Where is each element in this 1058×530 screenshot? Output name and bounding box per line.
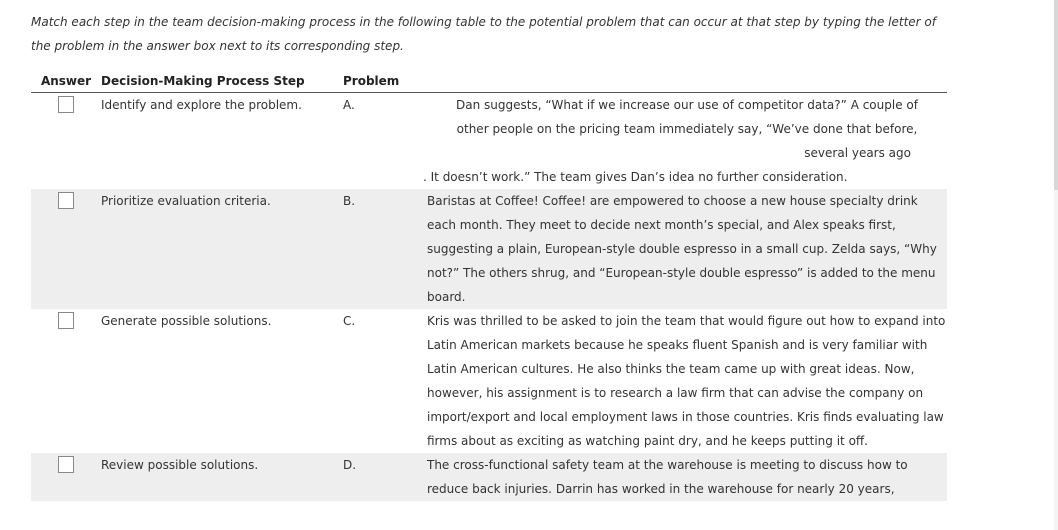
answer-box-1[interactable]: [58, 96, 74, 113]
vertical-scrollbar[interactable]: [1054, 0, 1058, 530]
step-text: Review possible solutions.: [101, 453, 343, 501]
problem-line: several years ago: [804, 146, 911, 160]
header-answer: Answer: [31, 70, 101, 93]
problem-text: [423, 93, 947, 190]
table-row: [31, 189, 947, 309]
instructions: Match each step in the team decision-making process in the following table to the potential problem that can occur at that step by typing the letter of the problem in the answer box next to its corresponding step.: [31, 15, 936, 53]
answer-box-3[interactable]: [58, 312, 74, 329]
scrollbar-thumb[interactable]: [1054, 0, 1058, 190]
step-text: Generate possible solutions.: [101, 314, 272, 328]
problem-text: The cross-functional safety team at the warehouse is meeting to discuss how to reduce back injuries. Darrin has worked in the warehouse for nearly 20 years,: [427, 453, 947, 501]
table-row: [31, 309, 947, 453]
step-text: Prioritize evaluation criteria.: [101, 189, 343, 309]
header-problem-text: [427, 70, 947, 93]
problem-letter: B.: [343, 189, 427, 309]
problem-line: . It doesn’t work.” The team gives Dan’s idea no further consideration.: [423, 170, 848, 184]
problem-letter: D.: [343, 453, 427, 501]
header-problem: Problem: [343, 70, 427, 93]
problem-letter: A.: [343, 98, 355, 112]
problem-line: Dan suggests, “What if we increase our use of competitor data?” A couple of: [456, 98, 918, 112]
table-header-row: [31, 70, 947, 93]
problem-text: Kris was thrilled to be asked to join the team that would figure out how to expand into Latin American markets because he speaks fluent Spanish and is very familiar with Latin American cultures. He also thinks the team came up with great ideas. Now, however, his assignment is to research a law firm that can advise the company on import/export and local employment laws in those countries. Kris finds evaluating law firms about as exciting as watching paint dry, and he keeps putting it off.: [427, 314, 946, 448]
problem-line: other people on the pricing team immediately say, “We’ve done that before,: [456, 122, 918, 136]
matching-table: [31, 70, 947, 501]
step-text: Identify and explore the problem.: [101, 98, 302, 112]
answer-box-4[interactable]: [58, 456, 74, 473]
answer-box-2[interactable]: [58, 192, 74, 209]
header-step: Decision-Making Process Step: [101, 70, 343, 93]
table-row: [31, 453, 947, 501]
problem-letter: C.: [343, 314, 356, 328]
table-row: [31, 93, 947, 190]
problem-text: Baristas at Coffee! Coffee! are empowered to choose a new house specialty drink each month. They meet to decide next month’s special, and Alex speaks first, suggesting a plain, European-style double espresso in a small cup. Zelda says, “Why not?” The others shrug, and “European-style double espresso” is added to the menu board.: [427, 189, 947, 309]
